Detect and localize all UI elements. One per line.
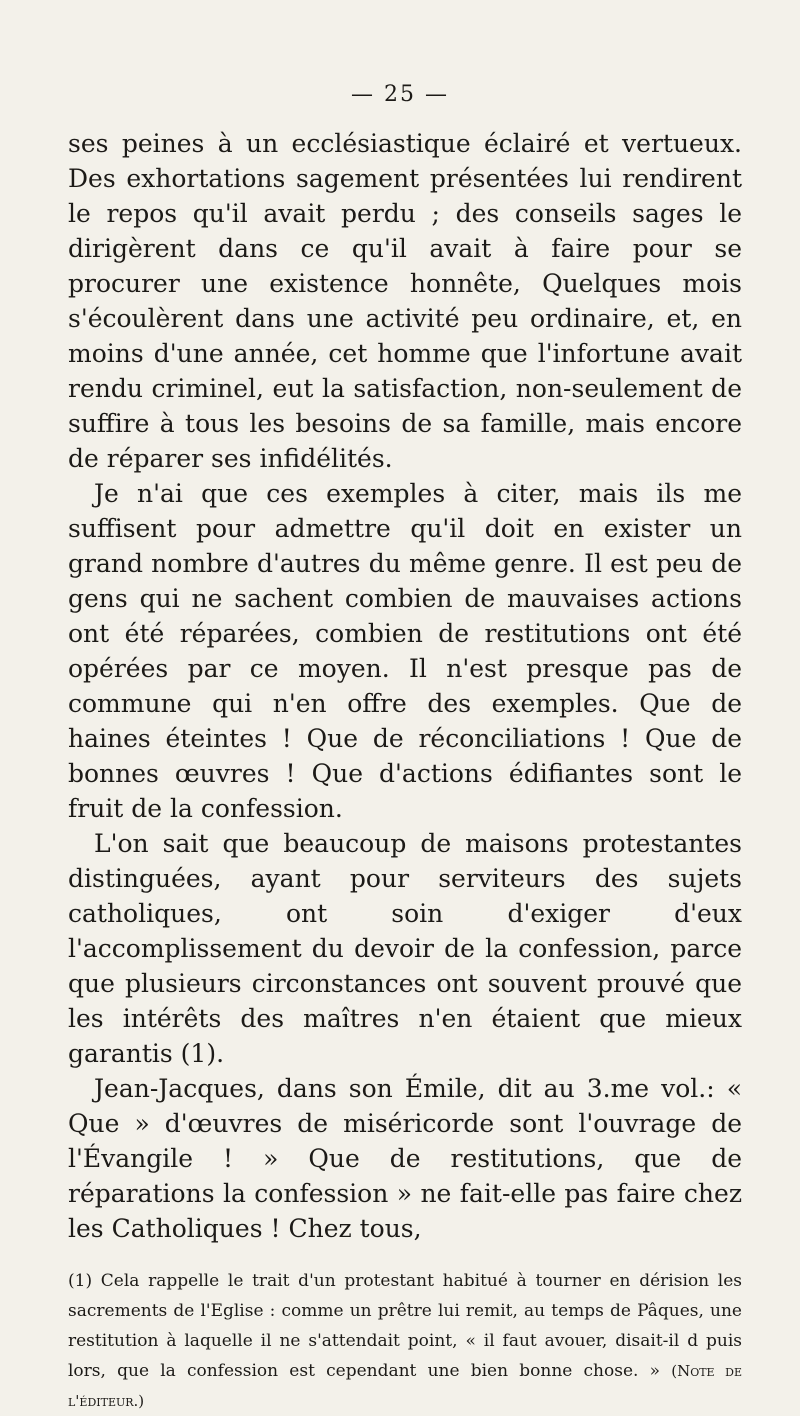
footnote-text: (1) Cela rappelle le trait d'un protestant habitué à tourner en dérision les sacrements de l'Eglise : comme un prêtre lui remit, au temps de Pâques, une restitution à laquelle il ne s'attendait point, « il faut avouer, disait-il d puis lors, que la confession est cependant une bien bonne chose. » [68,1271,742,1381]
paragraph-4: Jean-Jacques, dans son Émile, dit au 3.me vol.: « Que » d'œuvres de miséricorde sont l'ouvrage de l'Évangile ! » Que de restitutions, que de réparations la confession » ne fait-elle pas faire chez les Catholiques ! Chez tous, [68,1074,742,1243]
footnote-editor-note: (Note de l'éditeur.) [68,1362,742,1410]
page-number: — 25 — [351,82,449,107]
paragraph-3: L'on sait que beaucoup de maisons protestantes distinguées, ayant pour serviteurs des sujets catholiques, ont soin d'exiger d'eux l'accomplissement du devoir de la confession, parce que plusieurs circonstances ont souvent prouvé que les intérêts des maîtres n'en étaient que mieux garantis (1). [68,829,742,1068]
paragraph-2: Je n'ai que ces exemples à citer, mais ils me suffisent pour admettre qu'il doit en exister un grand nombre d'autres du même genre. Il est peu de gens qui ne sachent combien de mauvaises actions ont été réparées, combien de restitutions ont été opérées par ce moyen. Il n'est presque pas de commune qui n'en offre des exemples. Que de haines éteintes ! Que de réconciliations ! Que de bonnes œuvres ! Que d'actions édifiantes sont le fruit de la confession. [68,479,742,823]
paragraph-1: ses peines à un ecclésiastique éclairé et vertueux. Des exhortations sagement présentées lui rendirent le repos qu'il avait perdu ; des conseils sages le dirigèrent dans ce qu'il avait à faire pour se procurer une existence honnête, Quelques mois s'écoulèrent dans une activité peu ordinaire, et, en moins d'une année, cet homme que l'infortune avait rendu criminel, eut la satisfaction, non-seulement de suffire à tous les besoins de sa famille, mais encore de réparer ses infidélités. [68,129,742,473]
body-text [68,126,742,1246]
footnote [68,1266,742,1416]
